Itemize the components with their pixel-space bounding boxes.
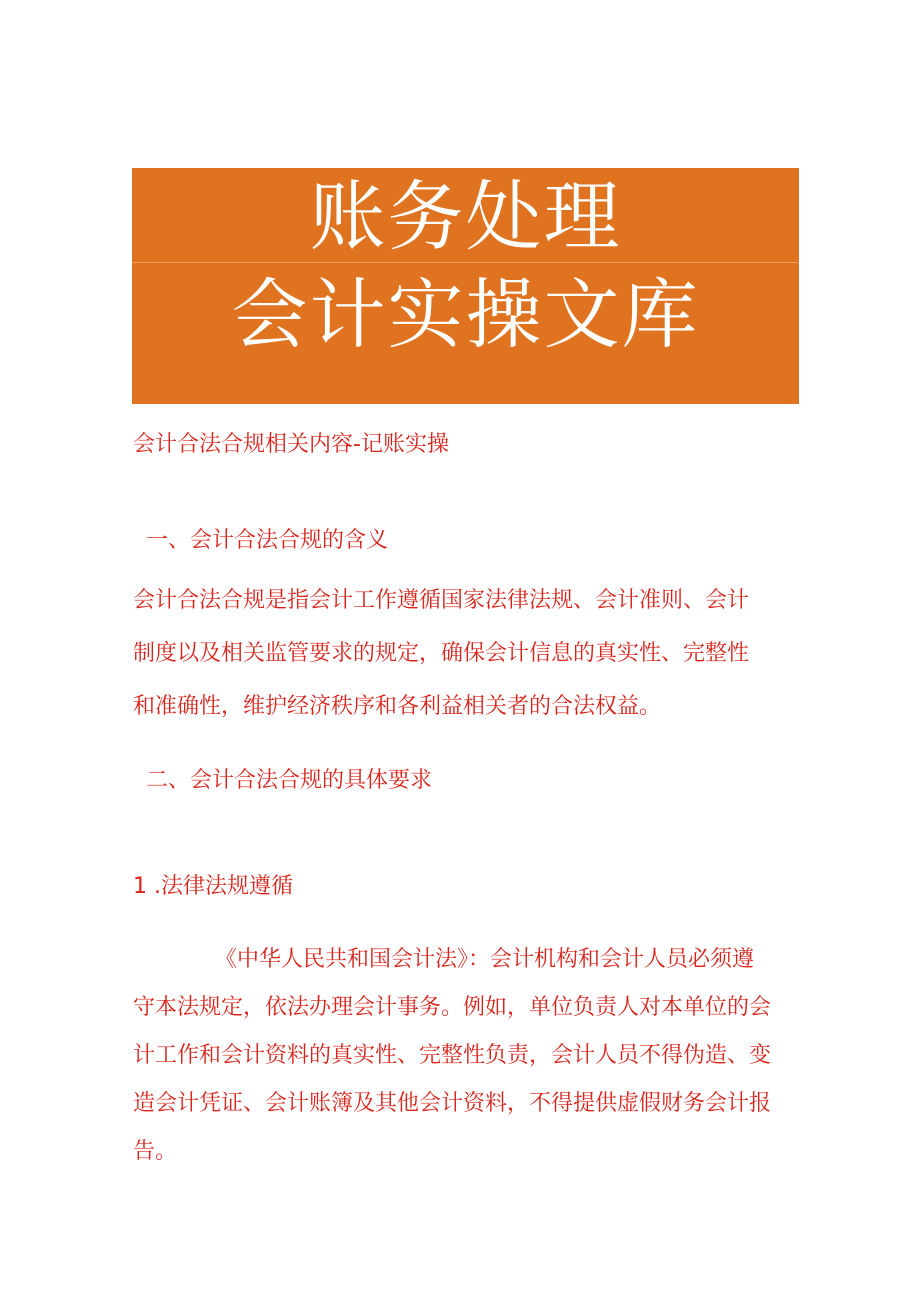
banner-divider [132, 262, 799, 263]
paragraph-line: 《中华人民共和国会计法》：会计机构和会计人员必须遵 [215, 947, 755, 972]
paragraph-line: 和准确性，维护经济秩序和各利益相关者的合法权益。 [133, 694, 662, 719]
subsection-1-paragraph [133, 936, 771, 1176]
paragraph-line: 守本法规定，依法办理会计事务。例如，单位负责人对本单位的会 [133, 995, 772, 1020]
paragraph-line: 计工作和会计资料的真实性、完整性负责，会计人员不得伪造、变 [133, 1043, 772, 1068]
section-1-paragraph [133, 574, 749, 733]
section-2-heading: 二、会计合法合规的具体要求 [146, 768, 433, 793]
document-subtitle: 会计合法合规相关内容-记账实操 [133, 432, 449, 457]
paragraph-line: 会计合法合规是指会计工作遵循国家法律法规、会计准则、会计 [133, 588, 750, 613]
paragraph-line: 制度以及相关监管要求的规定，确保会计信息的真实性、完整性 [133, 641, 750, 666]
subsection-1-heading: 1 .法律法规遵循 [133, 874, 293, 899]
banner-title-line-2: 会计实操文库 [231, 270, 700, 359]
section-1-heading: 一、会计合法合规的含义 [146, 528, 389, 553]
paragraph-line: 告。 [133, 1139, 178, 1164]
paragraph-line: 造会计凭证、会计账簿及其他会计资料，不得提供虚假财务会计报 [133, 1091, 772, 1116]
title-banner [132, 168, 799, 404]
banner-title-line-1: 账务处理 [309, 172, 622, 261]
